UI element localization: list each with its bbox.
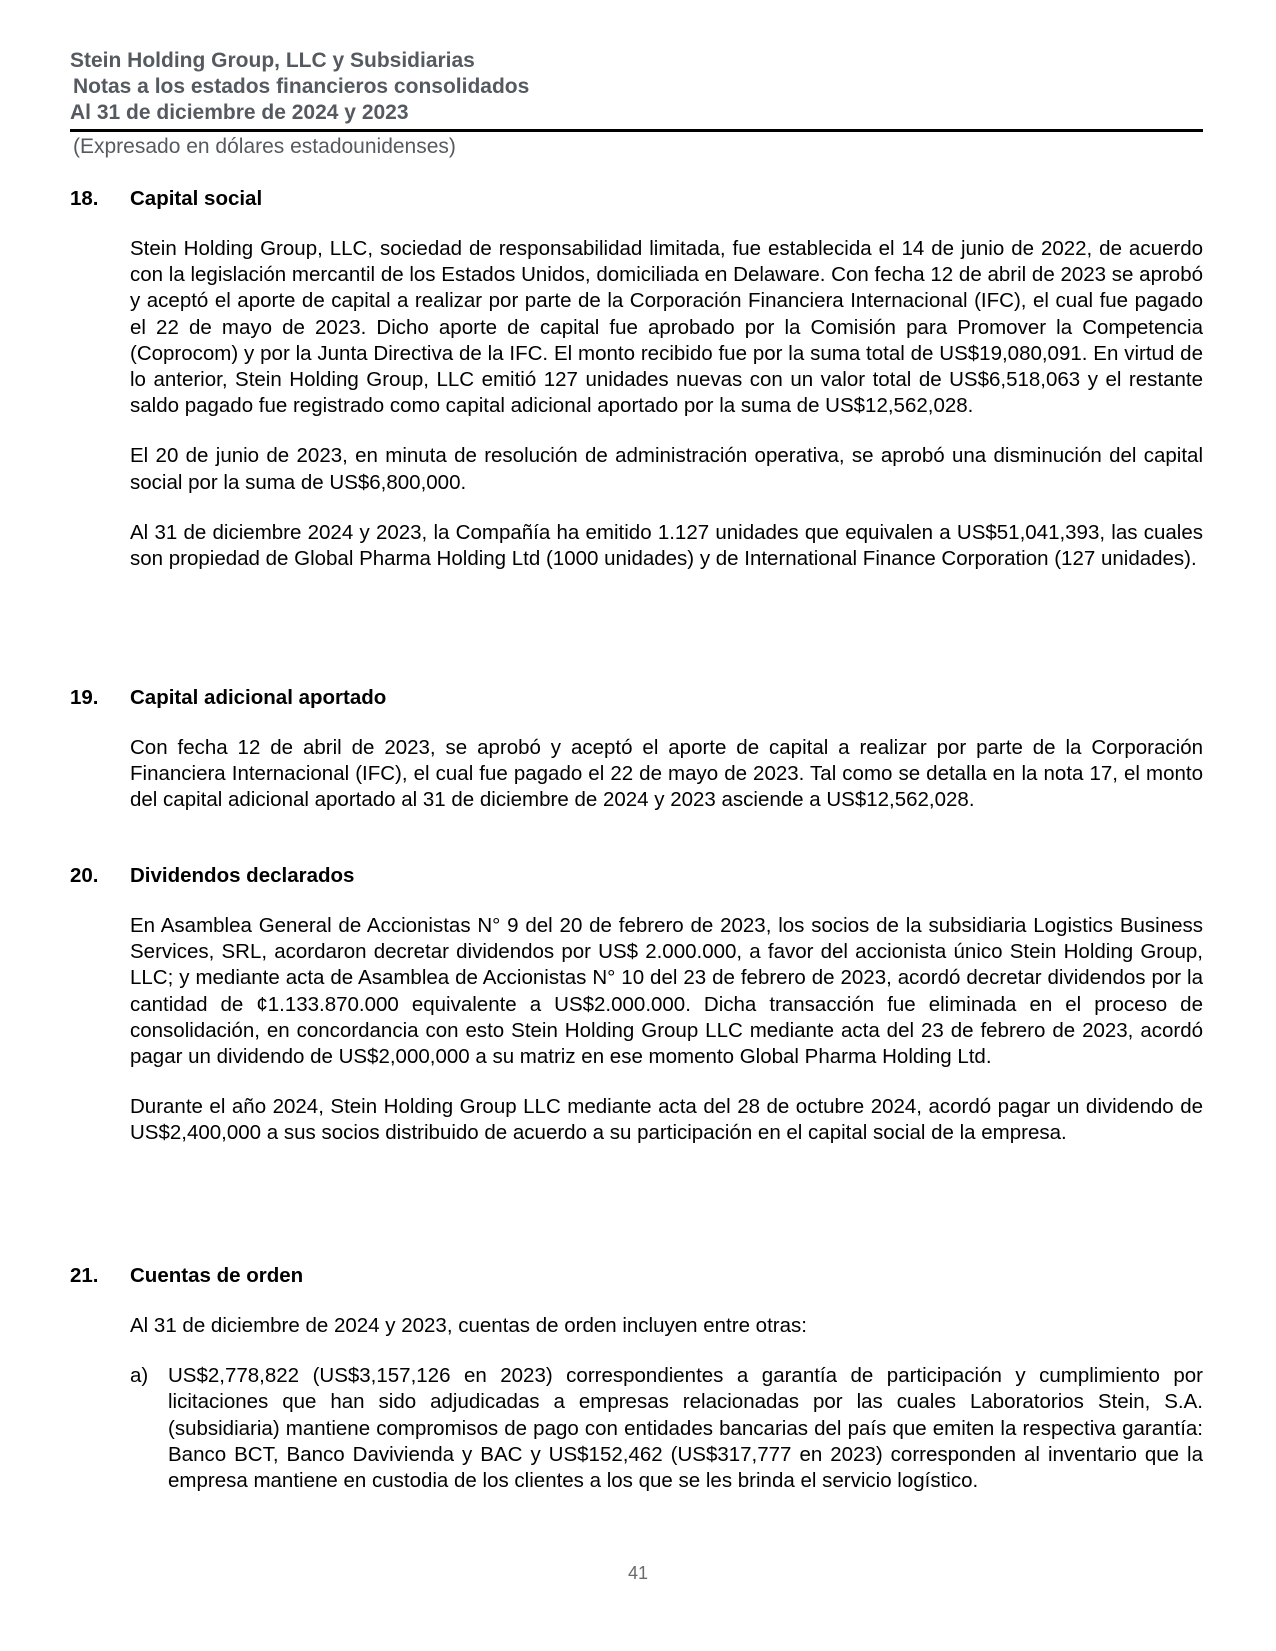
section-number: 18. [70, 187, 99, 210]
report-date: Al 31 de diciembre de 2024 y 2023 [70, 101, 409, 124]
list-item [130, 1363, 1203, 1494]
section-title: Dividendos declarados [130, 864, 355, 887]
document-header [70, 48, 1203, 126]
paragraph: Durante el año 2024, Stein Holding Group LLC mediante acta del 28 de octubre 2024, acordó pagar un dividendo de US$2,400,000 a sus socios distribuido de acuerdo a su participación en el capital social de la empresa. [130, 1095, 1203, 1145]
currency-note: (Expresado en dólares estadounidenses) [73, 135, 456, 158]
header-rule [70, 129, 1203, 132]
section-heading [70, 863, 1203, 889]
section-heading [70, 1263, 1203, 1289]
note-21-cuentas-de-orden [70, 1263, 1203, 1494]
section-number: 21. [70, 1264, 99, 1287]
document-title: Notas a los estados financieros consolidados [73, 75, 530, 98]
paragraph: El 20 de junio de 2023, en minuta de resolución de administración operativa, se aprobó una disminución del capital social por la suma de US$6,800,000. [130, 444, 1203, 494]
paragraph: En Asamblea General de Accionistas N° 9 del 20 de febrero de 2023, los socios de la subsidiaria Logistics Business Services, SRL, acordaron decretar dividendos por US$ 2.000.000, a favor del accionista único Stein Holding Group, LLC; y mediante acta de Asamblea de Accionistas N° 10 del 23 de febrero de 2023, acordó decretar dividendos por la cantidad de ¢1.133.870.000 equivalente a US$2.000.000. Dicha transacción fue eliminada en el proceso de consolidación, en concordancia con esto Stein Holding Group LLC mediante acta del 23 de febrero de 2023, acordó pagar un dividendo de US$2,000,000 a su matriz en ese momento Global Pharma Holding Ltd. [130, 914, 1203, 1069]
section-number: 19. [70, 686, 99, 709]
list-item-text: US$2,778,822 (US$3,157,126 en 2023) correspondientes a garantía de participación y cumplimiento por licitaciones que han sido adjudicadas a empresas relacionadas por las cuales Laboratorios Stein, S.A. (subsidiaria) mantiene compromisos de pago con entidades bancarias del país que emiten la respectiva garantía: Banco BCT, Banco Davivienda y BAC y US$152,462 (US$317,777 en 2023) corresponden al inventario que la empresa mantiene en custodia de los clientes a los que se les brinda el servicio logístico. [168, 1364, 1203, 1493]
section-number: 20. [70, 864, 99, 887]
note-18-capital-social [70, 186, 1203, 572]
page-number: 41 [627, 1563, 649, 1583]
paragraph: Al 31 de diciembre 2024 y 2023, la Compañía ha emitido 1.127 unidades que equivalen a US$51,041,393, las cuales son propiedad de Global Pharma Holding Ltd (1000 unidades) y de International Finance Corporation (127 unidades). [130, 520, 1203, 571]
note-19-capital-adicional [70, 685, 1203, 814]
section-title: Capital adicional aportado [130, 686, 387, 709]
section-title: Capital social [130, 187, 263, 210]
company-name: Stein Holding Group, LLC y Subsidiarias [70, 49, 475, 72]
section-heading [70, 186, 1203, 212]
paragraph: Al 31 de diciembre de 2024 y 2023, cuentas de orden incluyen entre otras: [130, 1314, 807, 1337]
paragraph: Stein Holding Group, LLC, sociedad de responsabilidad limitada, fue establecida el 14 de junio de 2022, de acuerdo con la legislación mercantil de los Estados Unidos, domiciliada en Delaware. Con fecha 12 de abril de 2023 se aprobó y aceptó el aporte de capital a realizar por parte de la Corporación Financiera Internacional (IFC), el cual fue pagado el 22 de mayo de 2023. Dicho aporte de capital fue aprobado por la Comisión para Promover la Competencia (Coprocom) y por la Junta Directiva de la IFC. El monto recibido fue por la suma total de US$19,080,091. En virtud de lo anterior, Stein Holding Group, LLC emitió 127 unidades nuevas con un valor total de US$6,518,063 y el restante saldo pagado fue registrado como capital adicional aportado por la suma de US$12,562,028. [130, 237, 1203, 418]
list-marker: a) [130, 1364, 149, 1388]
section-heading [70, 685, 1203, 711]
section-title: Cuentas de orden [130, 1264, 304, 1287]
note-20-dividendos [70, 863, 1203, 1147]
paragraph: Con fecha 12 de abril de 2023, se aprobó y aceptó el aporte de capital a realizar por parte de la Corporación Financiera Internacional (IFC), el cual fue pagado el 22 de mayo de 2023. Tal como se detalla en la nota 17, el monto del capital adicional aportado al 31 de diciembre de 2024 y 2023 asciende a US$12,562,028. [130, 736, 1203, 812]
